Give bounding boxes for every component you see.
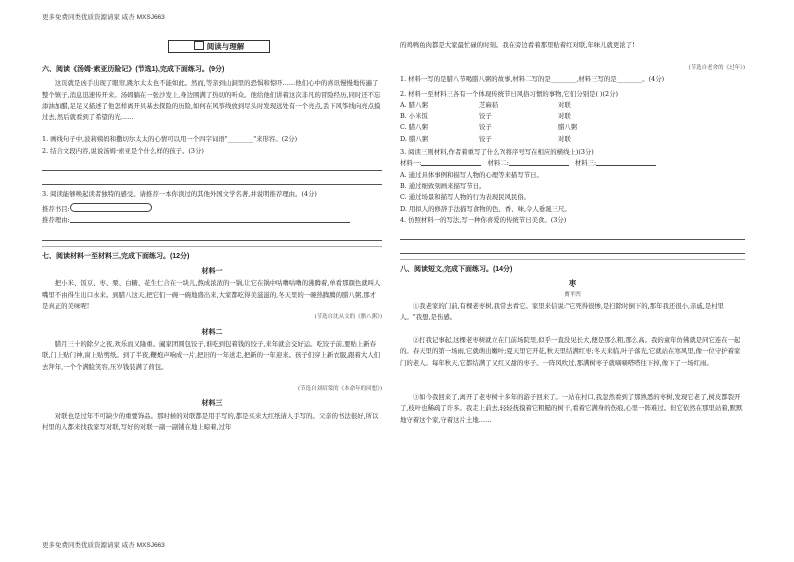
q7-options-row-3 — [400, 122, 745, 133]
divider — [42, 246, 382, 247]
q7-heading: 七、阅读材料一至材料三,完成下面练习。(12分) — [42, 252, 190, 260]
option-b[interactable]: B. 小米饭 — [400, 112, 428, 121]
material-1-text: 把小米、饭豆、枣、栗、白糖、花生仁合在一块儿,熬成浓浓的一锅,让它在锅中咕噜咕噜的沸腾着,单看那颜色就叫人嘴里不由得生出口水来。到腊八这天,把它们一碗一碗地盛出来,大家都吃得美滋滋的,冬天里的一碗热腾腾的腊八粥,那才是真正的美味呢! — [42, 279, 381, 310]
material-2-source: (节选自刘绍棠的《本命年的回想》) — [297, 385, 382, 392]
q7-options-row-2 — [400, 111, 745, 122]
option-c[interactable]: C. 腊八粥 — [400, 123, 428, 132]
q3-label-1: 材料一: — [400, 159, 422, 168]
essay-para-1: ①我老家的门前,有棵老枣树,我常去看它。家里来信说:"它死得很惨,是扫除时倒下的,那年我还很小,亲戚,是村里人。"我想,是伤感。 — [400, 302, 725, 322]
option-d-2: 饺子 — [479, 134, 492, 143]
material-2-title: 材料二 — [201, 326, 223, 336]
recommend-book-input[interactable] — [70, 203, 152, 212]
q3-label-2: 材料二: — [487, 159, 509, 168]
material-3-continued: 的鸡鸭鱼肉都是大家最忙碌的时刻。我在旁边看着那里贴着红对联,年味儿就更浓了! — [400, 41, 635, 49]
q6-question-1: 1. 画线句子中,波莉姨妈和撒切尔太太的心情可以用一个四字词语"________"来形容。(2分) — [42, 135, 298, 144]
q6-passage: 这页就是凶手出现了眼帘,跳尔太太也不能如此。然而,等亲到山洞里的恐惧和惊吓……他们心中的喜讯慢慢地传遍了整个镇子,消息迅速传开来。汤姆躺在一张沙发上,身边围满了热切的听众。他给他们讲着这次非凡的冒险经历,同时还不忘添油加醋,足足又描述了他怎样离开贝基去探险的历险,如何在风筝线放到尽头时发现远处有一个亮点,丢下风筝线向亮点摸过去,然后就看到了希望的光…… — [42, 79, 381, 122]
q8-heading: 八、阅读短文,完成下面练习。(14分) — [400, 266, 513, 274]
essay-para-2: ②打我记事起,这棵老枣树就立在门前场院里,似乎一直没见长大,便是那么粗,那么高。我的童年仿佛就是同它连在一起的。春天里的第一场雨,它就萌出嫩叶;夏天里它开花,秋天里结满红枣;冬天来临,叶子落光,它就站在寒风里,像一位守护着家门的老人。每年秋天,它都结满了又红又甜的枣子。一阵风吹过,那满树枣子就嘀嘀嗒嗒往下掉,像下了一场红雨。 — [400, 336, 741, 367]
answer-line[interactable] — [400, 230, 745, 240]
answer-line[interactable] — [42, 161, 382, 171]
q7-question-1: 1. 材料一写的是腊八节喝腊八粥的故事,材料二写的是________,材料三写的是________。(4分) — [400, 75, 665, 84]
q6-question-2: 2. 结合文段内容,说说汤姆·索亚是个什么样的孩子。(3分) — [42, 146, 204, 155]
q3-option-b: B. 通过细致刻画来描写节日。 — [400, 181, 486, 190]
option-c-3: 腊八粥 — [558, 123, 578, 132]
page-header-left: 更多免费同类优质资源请家 咸杏 MXSJ663 — [42, 14, 165, 21]
essay-title: 枣 — [568, 279, 577, 289]
q7-question-2: 2. 材料一至材料三各有一个体现传统节日风俗习惯的事物,它们分别是( )(2分) — [400, 89, 618, 98]
section-title-text: 阅读与理解 — [206, 42, 245, 51]
divider — [400, 259, 745, 260]
option-a-2: 芝麻秸 — [479, 100, 499, 109]
option-d-3: 对联 — [558, 134, 571, 143]
option-c-2: 饺子 — [479, 123, 492, 132]
recommend-book-label: 推荐书目: — [42, 205, 70, 214]
book-icon — [194, 41, 204, 50]
option-a-3: 对联 — [558, 100, 571, 109]
answer-line[interactable] — [400, 244, 745, 254]
material-1-title: 材料一 — [201, 266, 223, 276]
q7-options-row-1 — [400, 100, 745, 111]
essay-para-3: ③如今我回来了,离开了老枣树十多年的游子回来了。一站在村口,我忽然看到了那熟悉的枣树,发现它老了,树皮都裂开了,枝叶也稀疏了许多。我走上前去,轻轻抚摸着它粗糙的树干,看着它满身的伤痕,心里一阵难过。但它依然在那里站着,默默地守着这个家,守着这片土地…… — [400, 393, 743, 424]
answer-line[interactable] — [42, 231, 382, 241]
essay-author: 贾平凹 — [564, 291, 581, 298]
q6-heading: 六、阅读《汤姆·索亚历险记》(节选1),完成下面练习。(9分) — [42, 66, 225, 73]
q3-blank-3[interactable] — [596, 158, 656, 166]
page-footer-left: 更多免费同类优质资源请家 咸杏 MXSJ663 — [42, 542, 165, 549]
q7-question-4: 4. 仿照材料一的写法,写一种你喜爱的传统节日美食。(3分) — [400, 215, 567, 224]
q7-question-3: 3. 阅读三则材料,作者着重写了什么?(将序号写在相应的横线上)(3分) — [400, 148, 594, 157]
q3-label-3: 材料三: — [574, 159, 597, 168]
material-2-text: 腊月三十的除夕之夜,欢乐而又隆重。阖家团圆包饺子,谁吃到包着钱的饺子,来年就会交好运。吃饺子前,要贴上新春联,门上贴门神,窗上贴剪纸。到了半夜,鞭炮声响成一片,把旧的一年送走,把新的一年迎来。孩子们穿上新衣服,跟着大人们去拜年,一个个满脸笑容,压岁钱装满了荷包。 — [42, 339, 381, 371]
q6-question-3: 3. 阅读能够唤起读者独特的感受。请推荐一本你读过的其他外国文学名著,并说明推荐理由。(4分) — [42, 189, 317, 198]
q3-blank-1[interactable] — [421, 158, 481, 166]
material-3-source: (节选自老舍的《过年》) — [688, 65, 745, 71]
material-3-title: 材料三 — [201, 398, 223, 408]
option-b-2: 饺子 — [479, 112, 492, 121]
recommend-reason-label: 推荐理由: — [42, 216, 70, 225]
material-3-text: 对联也是过年不可缺少的重要饰品。那时候的对联都是用手写的,都是买来大红纸请人手写的。父亲的书法很好,所以村里的人都来找我家写对联,写好的对联一副一副铺在地上晾着,过年 — [42, 411, 379, 431]
q3-option-a: A. 通过具体事例和描写人物的心理等来描写节日。 — [400, 170, 543, 179]
section-title — [168, 40, 270, 53]
material-1-source: (节选自沈从文的《腊八粥》) — [314, 314, 382, 321]
right-column — [400, 40, 745, 426]
left-column — [42, 64, 382, 434]
option-b-3: 对联 — [558, 112, 571, 121]
q7-options-row-4 — [400, 134, 745, 145]
answer-line[interactable] — [42, 175, 382, 185]
q3-blank-2[interactable] — [509, 158, 569, 166]
q3-option-c: C. 通过场景和描写人物的行为表现民风民俗。 — [400, 193, 531, 202]
option-a[interactable]: A. 腊八粥 — [400, 100, 428, 109]
option-d[interactable]: D. 腊八粥 — [400, 134, 429, 143]
recommend-reason-input[interactable] — [70, 215, 350, 223]
q3-option-d: D. 用拟人的修辞手法描写食物的色、香、味,令人垂涎三尺。 — [400, 204, 571, 213]
